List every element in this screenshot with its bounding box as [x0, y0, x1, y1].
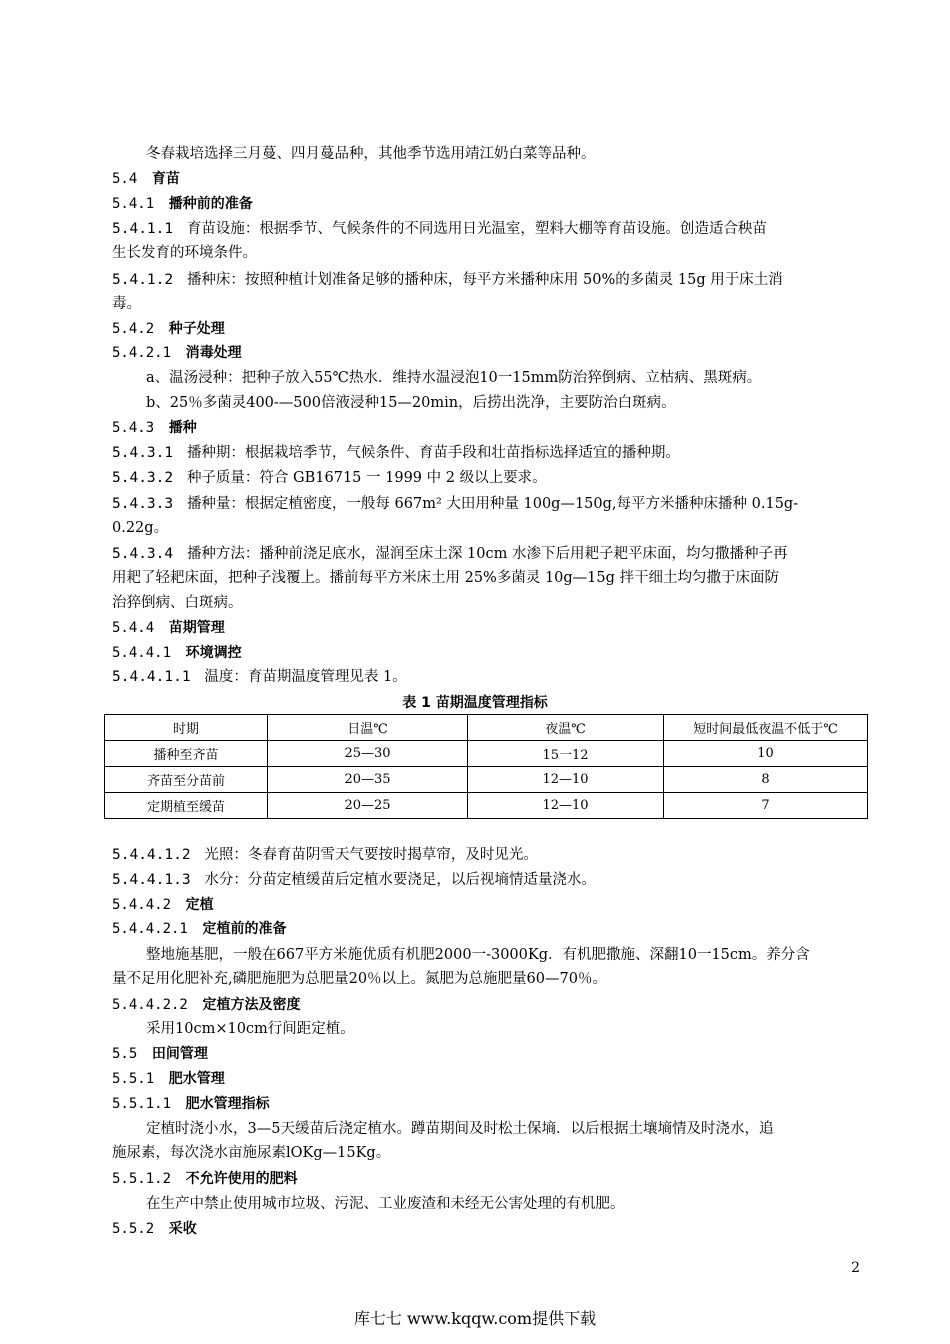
- table-caption: 表 1 苗期温度管理指标: [402, 695, 548, 711]
- table-cell: 25—30: [268, 741, 468, 767]
- paragraph: 冬春栽培选择三月蔓、四月蔓品种，其他季节选用靖江奶白菜等品种。: [146, 146, 596, 162]
- paragraph: 5.4.3.1 播种期：根据栽培季节，气候条件、育苗手段和壮苗指标选择适宜的播种期。: [112, 445, 680, 461]
- paragraph-continuation: 用耙了轻耙床面，把种子浅覆上。播前每平方米床土用 25%多菌灵 10g—15g 拌干细土均匀撒于床面防: [112, 570, 780, 586]
- paragraph-continuation: 生长发育的环境条件。: [112, 245, 257, 261]
- section-heading: 5.4.2.1 消毒处理: [112, 345, 242, 361]
- paragraph: 整地施基肥，一般在667平方米施优质有机肥2000一-3000Kg．有机肥撒施、深翻10一15cm。养分含: [146, 947, 810, 963]
- section-heading: 5.4.4.1 环境调控: [112, 645, 242, 661]
- table-row: [105, 741, 868, 767]
- paragraph-continuation: 0.22g。: [112, 520, 169, 536]
- section-heading: 5.4.1 播种前的准备: [112, 196, 253, 212]
- table-cell: 10: [664, 741, 868, 767]
- paragraph: 5.4.3.4 播种方法：播种前浇足底水，湿润至床土深 10cm 水渗下后用耙子耙平床面，均匀撒播种子再: [112, 546, 788, 562]
- paragraph: 在生产中禁止使用城市垃圾、污泥、工业废渣和未经无公害处理的有机肥。: [146, 1196, 625, 1212]
- table-cell: 20—35: [268, 767, 468, 793]
- paragraph: 5.4.3.3 播种量：根据定植密度，一般每 667m² 大田用种量 100g—150g,每平方米播种床播种 0.15g-: [112, 496, 799, 512]
- table-cell: 12—10: [468, 767, 664, 793]
- list-item: b、25％多菌灵400-—500倍液浸种15—20min，后捞出洗净，主要防治白斑病。: [146, 395, 676, 411]
- table-cell: 8: [664, 767, 868, 793]
- paragraph-continuation: 量不足用化肥补充,磷肥施肥为总肥量20％以上。氮肥为总施肥量60—70％。: [112, 971, 607, 987]
- section-heading: 5.5.1.1 肥水管理指标: [112, 1096, 270, 1112]
- paragraph: 5.4.4.1.3 水分：分苗定植缓苗后定植水要浇足，以后视墒情适量浇水。: [112, 872, 596, 888]
- temperature-table: [104, 714, 868, 819]
- list-item: a、温汤浸种：把种子放入55℃热水．维持水温浸泡10一15mm防治猝倒病、立枯病、黑斑病。: [146, 370, 762, 386]
- section-heading: 5.4.3 播种: [112, 420, 197, 436]
- table-cell: 播种至齐苗: [105, 741, 268, 767]
- table-header-cell: 夜温℃: [468, 715, 664, 741]
- paragraph-continuation: 毒。: [112, 296, 141, 312]
- table-cell: 15一12: [468, 741, 664, 767]
- section-heading: 5.4 育苗: [112, 171, 180, 187]
- table-cell: 定期植至缓苗: [105, 793, 268, 819]
- table-cell: 20—25: [268, 793, 468, 819]
- table-row: [105, 793, 868, 819]
- table-cell: 12—10: [468, 793, 664, 819]
- section-heading: 5.4.2 种子处理: [112, 321, 225, 337]
- table-cell: 齐苗至分苗前: [105, 767, 268, 793]
- paragraph: 采用10cm×10cm行间距定植。: [146, 1021, 355, 1037]
- section-heading: 5.4.4.2.1 定植前的准备: [112, 921, 287, 937]
- table-header-row: [105, 715, 868, 741]
- page-number: 2: [851, 1260, 860, 1276]
- paragraph-continuation: 治猝倒病、白斑病。: [112, 595, 243, 611]
- section-heading: 5.5 田间管理: [112, 1046, 208, 1062]
- section-heading: 5.4.4.2.2 定植方法及密度: [112, 997, 301, 1013]
- paragraph: 5.4.4.1.1 温度：育苗期温度管理见表 1。: [112, 669, 407, 685]
- paragraph-continuation: 施尿素，每次浇水亩施尿素lOKg—15Kg。: [112, 1145, 391, 1161]
- footer-watermark: 库七七 www.kqqw.com提供下载: [353, 1309, 597, 1328]
- table-cell: 7: [664, 793, 868, 819]
- section-heading: 5.5.1 肥水管理: [112, 1071, 225, 1087]
- paragraph: 5.4.4.1.2 光照：冬春育苗阴雪天气要按时揭草帘，及时见光。: [112, 847, 538, 863]
- table-row: [105, 767, 868, 793]
- table-header-cell: 时期: [105, 715, 268, 741]
- table-header-cell: 短时间最低夜温不低于℃: [664, 715, 868, 741]
- table-header-cell: 日温℃: [268, 715, 468, 741]
- paragraph: 5.4.1.1 育苗设施：根据季节、气候条件的不同选用日光温室，塑料大棚等育苗设施。创造适合秧苗: [112, 221, 767, 237]
- paragraph: 5.4.3.2 种子质量：符合 GB16715 一 1999 中 2 级以上要求。: [112, 470, 547, 486]
- section-heading: 5.4.4.2 定植: [112, 897, 214, 913]
- section-heading: 5.5.2 采收: [112, 1221, 197, 1237]
- paragraph: 定植时浇小水，3—5天缓苗后浇定植水。蹲苗期间及时松土保墒．以后根据土壤墒情及时浇水，追: [146, 1121, 774, 1137]
- section-heading: 5.5.1.2 不允许使用的肥料: [112, 1171, 298, 1187]
- paragraph: 5.4.1.2 播种床：按照种植计划准备足够的播种床，每平方米播种床用 50%的多菌灵 15g 用于床土消: [112, 272, 783, 288]
- section-heading: 5.4.4 苗期管理: [112, 620, 225, 636]
